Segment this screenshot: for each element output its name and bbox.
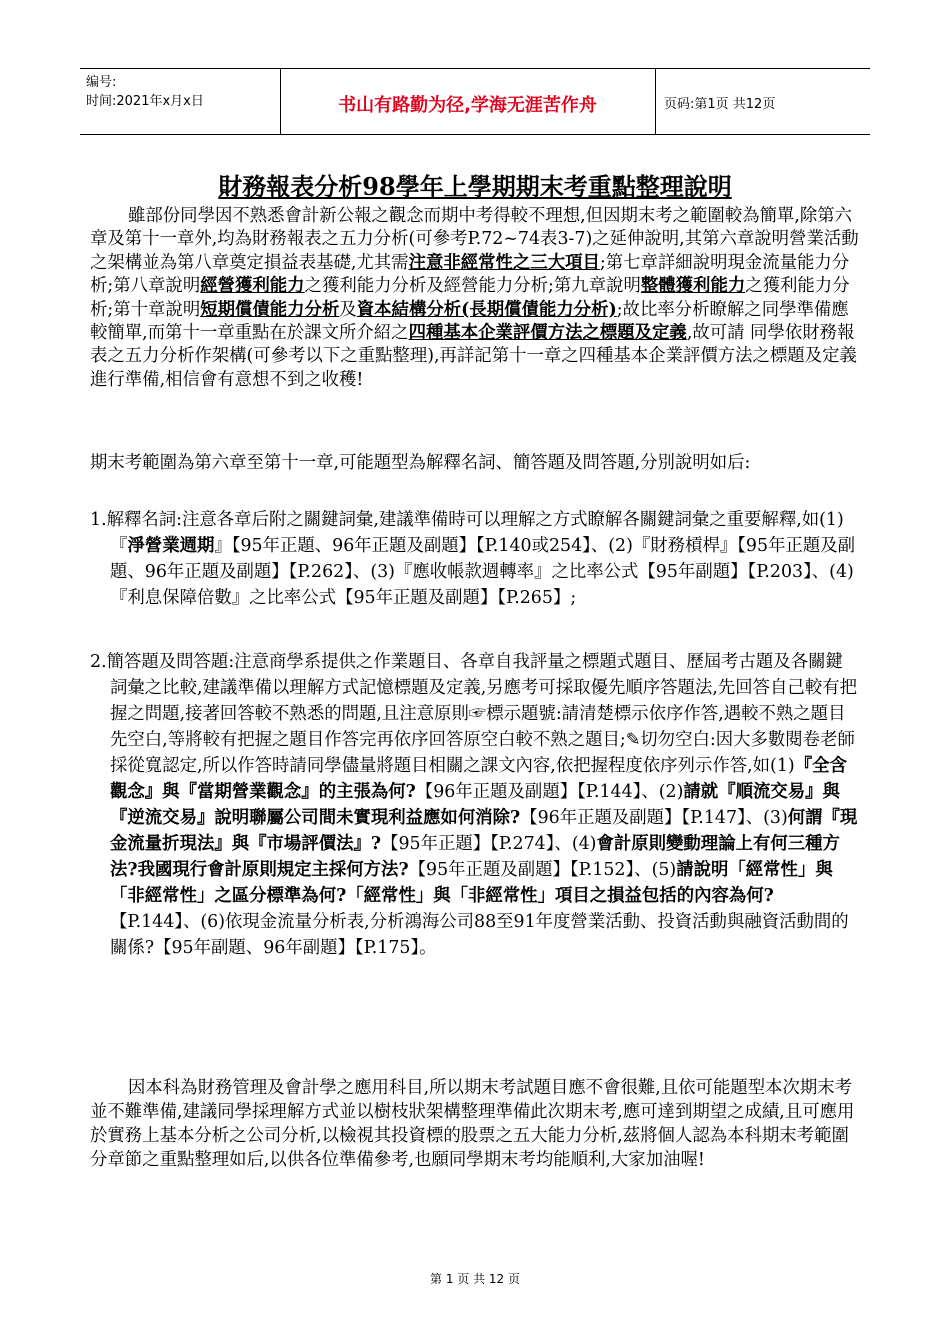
intro-text: 雖部份同學因不熟悉會計新公報之觀念而期中考得較不理想,但因期末考之範圍較為簡單,除第六章及第十一章外,均為財務報表之五力分析(可參考P.72~74表3-7)之延伸說明,其第六章說明營業活動之架構並為第八章奠定損益表基礎,尤其需 [90,206,859,273]
document-title-text: 財務報表分析98學年上學期期末考重點整理說明 [218,172,732,201]
item-emphasis: 請就『順流交易』與『逆流交易』說明聯屬公司間未實現利益應如何消除? [110,782,840,828]
page-footer: 第 1 页 共 12 页 [430,1272,520,1286]
item-emphasis: 請說明「經常性」與「非經常性」之區分標準為何?「經常性」與「非經常性」項目之損益包括的內容為何? [110,860,833,906]
intro-emphasis: 整體獲利能力 [640,276,746,297]
item-text: 1.解釋名詞:注意各章后附之關鍵詞彙,建議準備時可以理解之方式瞭解各關鍵詞彙之重要解釋,如(1)『 [90,510,844,556]
item-text: 【96年正題及副題】【P.144】、(2) [415,782,684,802]
intro-paragraph [90,205,860,392]
item-emphasis: 何謂『現金流量折現法』與『市場評價法』? [110,808,858,854]
page-header [80,68,870,135]
intro-emphasis: 資本結構分析(長期償債能力分析) [356,299,617,320]
intro-emphasis: 注意非經常性之三大項目 [408,252,600,273]
closing-paragraph: 因本科為財務管理及會計學之應用科目,所以期末考試題目應不會很難,且依可能題型本次期末考並不難準備,建議同學採理解方式並以樹枝狀架構整理準備此次期末考,應可達到期望之成績,且可應用於實務上基本分析之公司分析,以檢視其投資標的股票之五大能力分析,茲將個人認為本科期末考範圍分章節之重點整理如后,以供各位準備參考,也願同學期末考均能順利,大家加油喔! [90,1078,855,1170]
header-motto: 书山有路勤为径,学海无涯苦作舟 [338,95,597,116]
header-meta [86,73,276,111]
item-text: 2.簡答題及問答題:注意商學系提供之作業題目、各章自我評量之標題式題目、歷屆考古題及各關鍵詞彙之比較,建議準備以理解方式記憶標題及定義,另應考可採取優先順序答題法,先回答自己較有把握之問題,接著回答較不熟悉的問題,且注意原則☞標示題號:請清楚標示依序作答,遇較不熟之題目先空白,等將較有把握之題目作答完再依序回答原空白較不熟之題目;✎切勿空白:因大多數閱卷老師採從寬認定,所以作答時請同學儘量將題目相關之課文內容,依把握程度依序列示作答,如(1) [90,652,857,776]
item-emphasis: 會計原則變動理論上有何三種方法?我國現行會計原則規定主採何方法? [110,834,840,880]
list-item [90,507,860,611]
intro-text: 之獲利能力分析;第十章說明 [90,276,850,320]
intro-text: ;第七章詳細說明現金流量能力分析;第八章說明 [90,252,850,297]
item-text: 【95年正題及副題】【P.152】、(5) [408,860,677,880]
intro-text: ,故可請 同學依財務報表之五力分析作架構(可參考以下之重點整理),再詳記第十一章之四種基本企業評價方法之標題及定義進行準備,相信會有意想不到之收穫! [90,323,857,390]
header-page-info: 页码:第1页 共12页 [664,97,776,112]
time-label: 时间:2021年x月x日 [86,94,204,109]
list-item [90,649,860,961]
item-text: 【95年正題】【P.274】、(4) [381,834,597,854]
item-emphasis: 『全含觀念』與『當期營業觀念』的主張為何? [110,756,847,802]
intro-text: 及 [339,299,357,320]
header-divider [655,69,656,135]
item-emphasis: 淨營業週期 [127,536,215,556]
intro-emphasis: 短期償債能力分析 [200,299,340,320]
item-text: 【96年正題及副題】【P.147】、(3) [520,808,788,828]
intro-text: 之獲利能力分析及經營能力分析;第九章說明 [304,276,641,297]
intro-emphasis: 四種基本企業評價方法之標題及定義 [408,323,687,344]
intro-emphasis: 經營獲利能力 [200,276,305,297]
scope-paragraph: 期末考範圍為第六章至第十一章,可能題型為解釋名詞、簡答題及問答題,分別說明如后: [90,453,751,473]
item-text: 』【95年正題、96年正題及副題】【P.140或254】、(2)『財務槓桿』【95年正題及副題、96年正題及副題】【P.262】、(3)『應收帳款週轉率』之比率公式【95年副題】【P.203】、(4)『利息保障倍數』之比率公式【95年正題及副題】【P.265】; [110,536,856,608]
number-label: 编号: [86,75,117,90]
item-text: 【P.144】、(6)依現金流量分析表,分析鴻海公司88至91年度營業活動、投資活動與融資活動間的關係?【95年副題、96年副題】【P.175】。 [110,912,849,958]
intro-text: ;故比率分析瞭解之同學準備應較簡單,而第十一章重點在於課文所介紹之 [90,299,849,344]
document-title [0,172,950,202]
